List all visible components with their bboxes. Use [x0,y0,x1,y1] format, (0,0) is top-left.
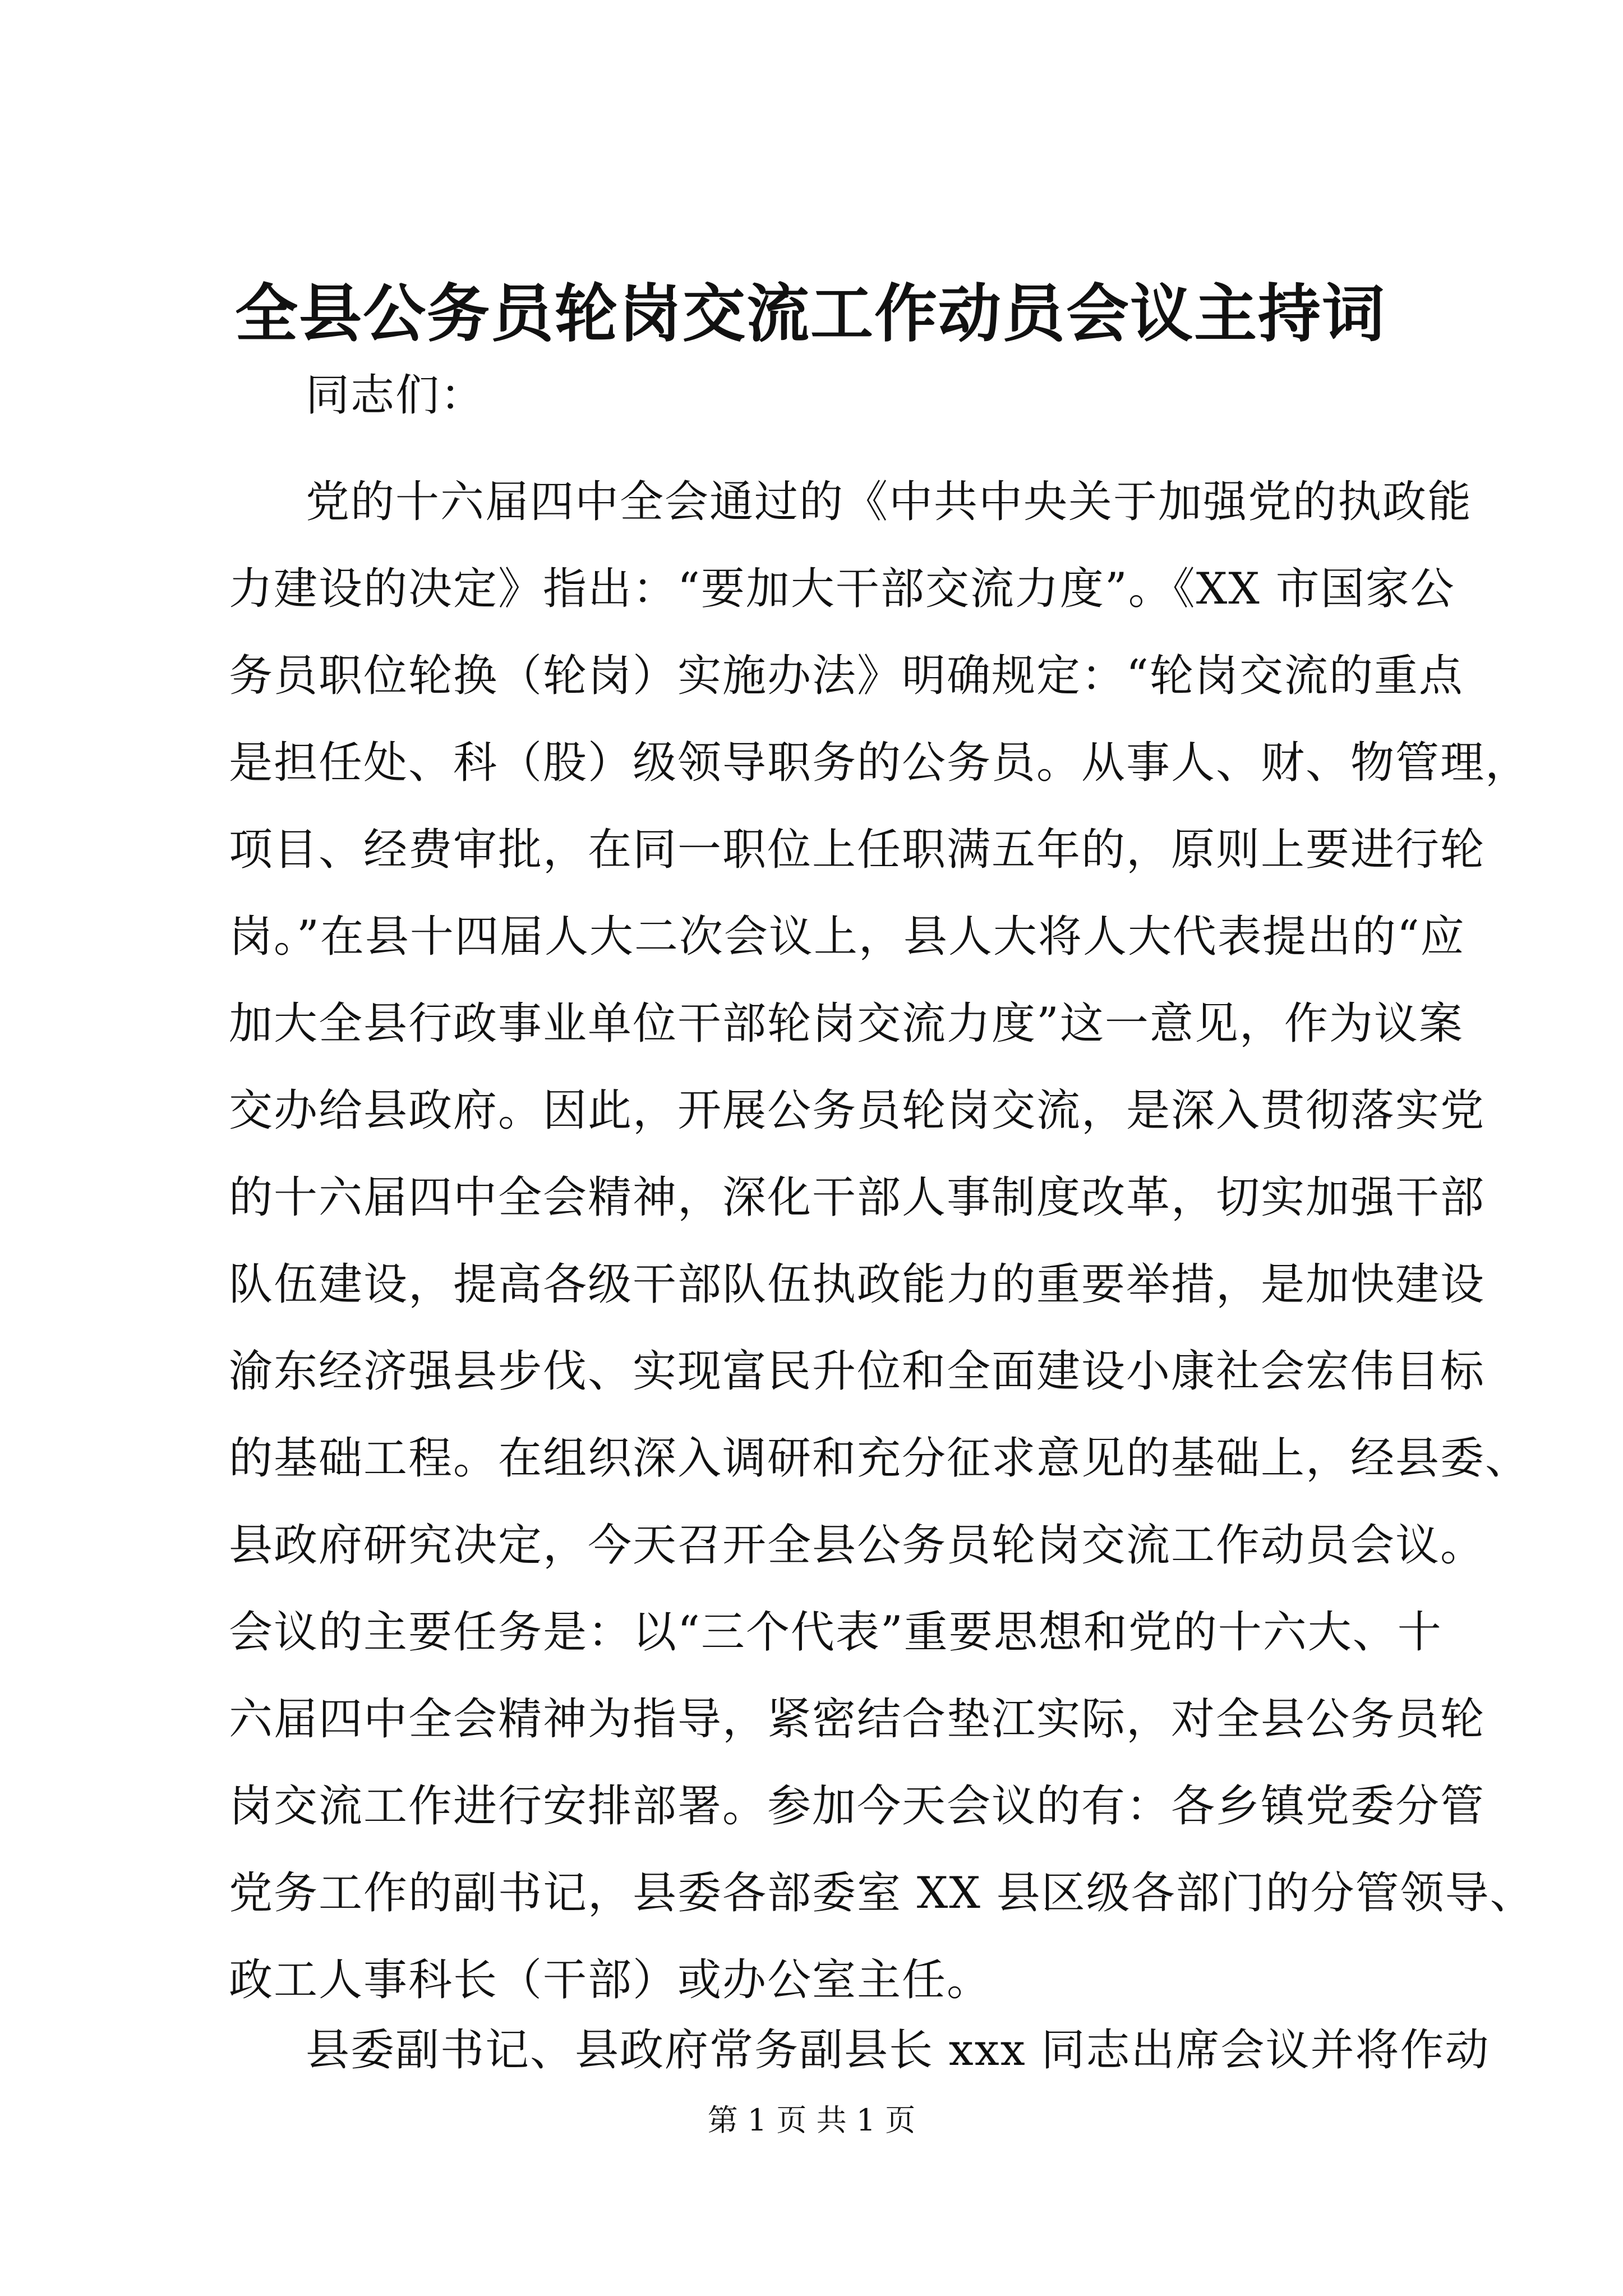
paragraph-line: 队伍建设，提高各级干部队伍执政能力的重要举措，是加快建设 [229,1259,1486,1310]
salutation-line: 同志们： [306,370,486,421]
paragraph-line: 党务工作的副书记，县委各部委室 XX 县区级各部门的分管领导、 [229,1868,1535,1918]
paragraph-line: 党的十六届四中全会通过的《中共中央关于加强党的执政能 [306,477,1473,527]
paragraph-line: 加大全县行政事业单位干部轮岗交流力度”这一意见，作为议案 [229,999,1464,1049]
paragraph-line: 会议的主要任务是：以“三个代表”重要思想和党的十六大、十 [229,1607,1442,1658]
paragraph-line: 岗交流工作进行安排部署。参加今天会议的有：各乡镇党委分管 [229,1781,1486,1832]
paragraph-line: 项目、经费审批，在同一职位上任职满五年的，原则上要进行轮 [229,825,1486,875]
paragraph-line: 的基础工程。在组织深入调研和充分征求意见的基础上，经县委、 [229,1433,1530,1484]
page-footer: 第 1 页 共 1 页 [707,2102,916,2138]
paragraph-line: 政工人事科长（干部）或办公室主任。 [229,1955,992,2005]
paragraph-line: 交办给县政府。因此，开展公务员轮岗交流，是深入贯彻落实党 [229,1085,1486,1136]
paragraph-line: 渝东经济强县步伐、实现富民升位和全面建设小康社会宏伟目标 [229,1346,1486,1397]
document-title: 全县公务员轮岗交流工作动员会议主持词 [235,277,1386,351]
paragraph-line: 务员职位轮换（轮岗）实施办法》明确规定：“轮岗交流的重点 [229,651,1464,701]
paragraph-line: 县委副书记、县政府常务副县长 xxx 同志出席会议并将作动 [306,2025,1490,2076]
paragraph-line: 力建设的决定》指出：“要加大干部交流力度”。《XX 市国家公 [229,564,1455,614]
paragraph-line: 六届四中全会精神为指导，紧密结合垫江实际，对全县公务员轮 [229,1694,1486,1745]
paragraph-line: 岗。”在县十四届人大二次会议上，县人大将人大代表提出的“应 [229,912,1465,962]
paragraph-line: 县政府研究决定，今天召开全县公务员轮岗交流工作动员会议。 [229,1520,1486,1571]
paragraph-line: 的十六届四中全会精神，深化干部人事制度改革，切实加强干部 [229,1172,1486,1223]
paragraph-line: 是担任处、科（股）级领导职务的公务员。从事人、财、物管理， [229,738,1530,788]
